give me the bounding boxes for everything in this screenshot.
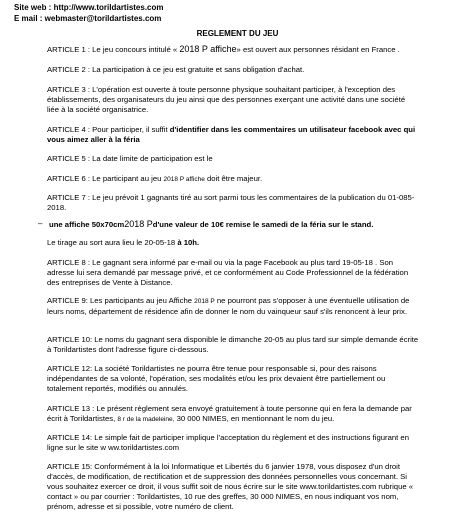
article-3: ARTICLE 3 : L'opération est ouverte à toute personne physique souhaitant participer, à l'exception des établissements, des organisateurs du jeu ainsi que des personnes exerçant une activité dans une société liée à la société organisatrice.: [47, 85, 406, 114]
article-8: ARTICLE 8 : Le gagnant sera informé par e-mail ou via la page Facebook au plus tard 19-05-18 . Son adresse lui sera demandé par message privé, et ce conformément au Code Professionnel de la fédération des entreprises de Vente à Distance.: [47, 258, 409, 287]
bullet: –: [38, 219, 43, 228]
article-15: ARTICLE 15: Conformément à la loi Informatique et Libertés du 6 janvier 1978, vous disposez d'un droit d'accès, de modification, de rectification et de suppression des données personnelles vous concernant. Si vous souhaitez exercer ce droit, il vous suffit soit de nous écrire sur le site www.torildartistes.com rubrique « contact » ou par courrier : Torildartistes, 10 rue des greffes, 30 000 NIMES, en nous indiquant vos nom, prénom, adresse et si possible, votre numéro de client.: [47, 462, 414, 511]
article-6: ARTICLE 6 : Le participant au jeu 2018 P affiche doit être majeur.: [47, 174, 263, 183]
prize-description: une affiche 50x70cm2018 Pd'une valeur de 10€ remise le samedi de la féria sur le stand.: [49, 219, 374, 229]
site-url: Site web : http://www.torildartistes.com: [14, 3, 164, 12]
article-10: ARTICLE 10: Le noms du gagnant sera disponible le dimanche 20-05 au plus tard sur simple demande écrite à Torildartistes dont l'adresse figure ci-dessous.: [47, 335, 419, 354]
article-12: ARTICLE 12: La société Torildartistes ne pourra être tenue pour responsable si, pour des raisons indépendantes de sa volonté, l'opération, ses modalités et/ou les prix devaient être partiellement ou totalement reportés, modifiés ou annulés.: [47, 364, 386, 393]
article-1: ARTICLE 1 : Le jeu concours intitulé « 2018 P affiche» est ouvert aux personnes résidant en France .: [47, 44, 400, 54]
article-2: ARTICLE 2 : La participation à ce jeu est gratuite et sans obligation d'achat.: [47, 65, 305, 74]
article-4: ARTICLE 4 : Pour participer, il suffit d'identifier dans les commentaires un utilisateur facebook avec qui vous aimez aller à la féria: [47, 125, 416, 144]
article-14: ARTICLE 14: Le simple fait de participer implique l'acceptation du règlement et des instructions figurant en ligne sur le site w ww.torildartistes.com: [47, 433, 409, 452]
contact-email: E mail : webmaster@torildartistes.com: [14, 14, 162, 23]
page-title: REGLEMENT DU JEU: [196, 29, 279, 38]
article-9: ARTICLE 9: Les participants au jeu Affiche 2018 P ne pourront pas s'opposer à une éventuelle utilisation de leurs noms, département de résidence afin de donner le nom du vainqueur sauf s'ils renoncent à leur prix.: [47, 296, 410, 316]
article-5: ARTICLE 5 : La date limite de participation est le: [47, 154, 213, 163]
draw-date: Le tirage au sort aura lieu le 20-05-18 à 10h.: [47, 238, 200, 247]
article-7: ARTICLE 7 : Le jeu prévoit 1 gagnants tiré au sort parmi tous les commentaires de la publication du 01-085-2018.: [47, 193, 415, 212]
article-13: ARTICLE 13 : Le présent règlement sera envoyé gratuitement à toute personne qui en fera la demande par écrit à Torildartistes, 8 r de la madeleine, 30 000 NIMES, en mentionnant le nom du jeu.: [47, 404, 412, 423]
